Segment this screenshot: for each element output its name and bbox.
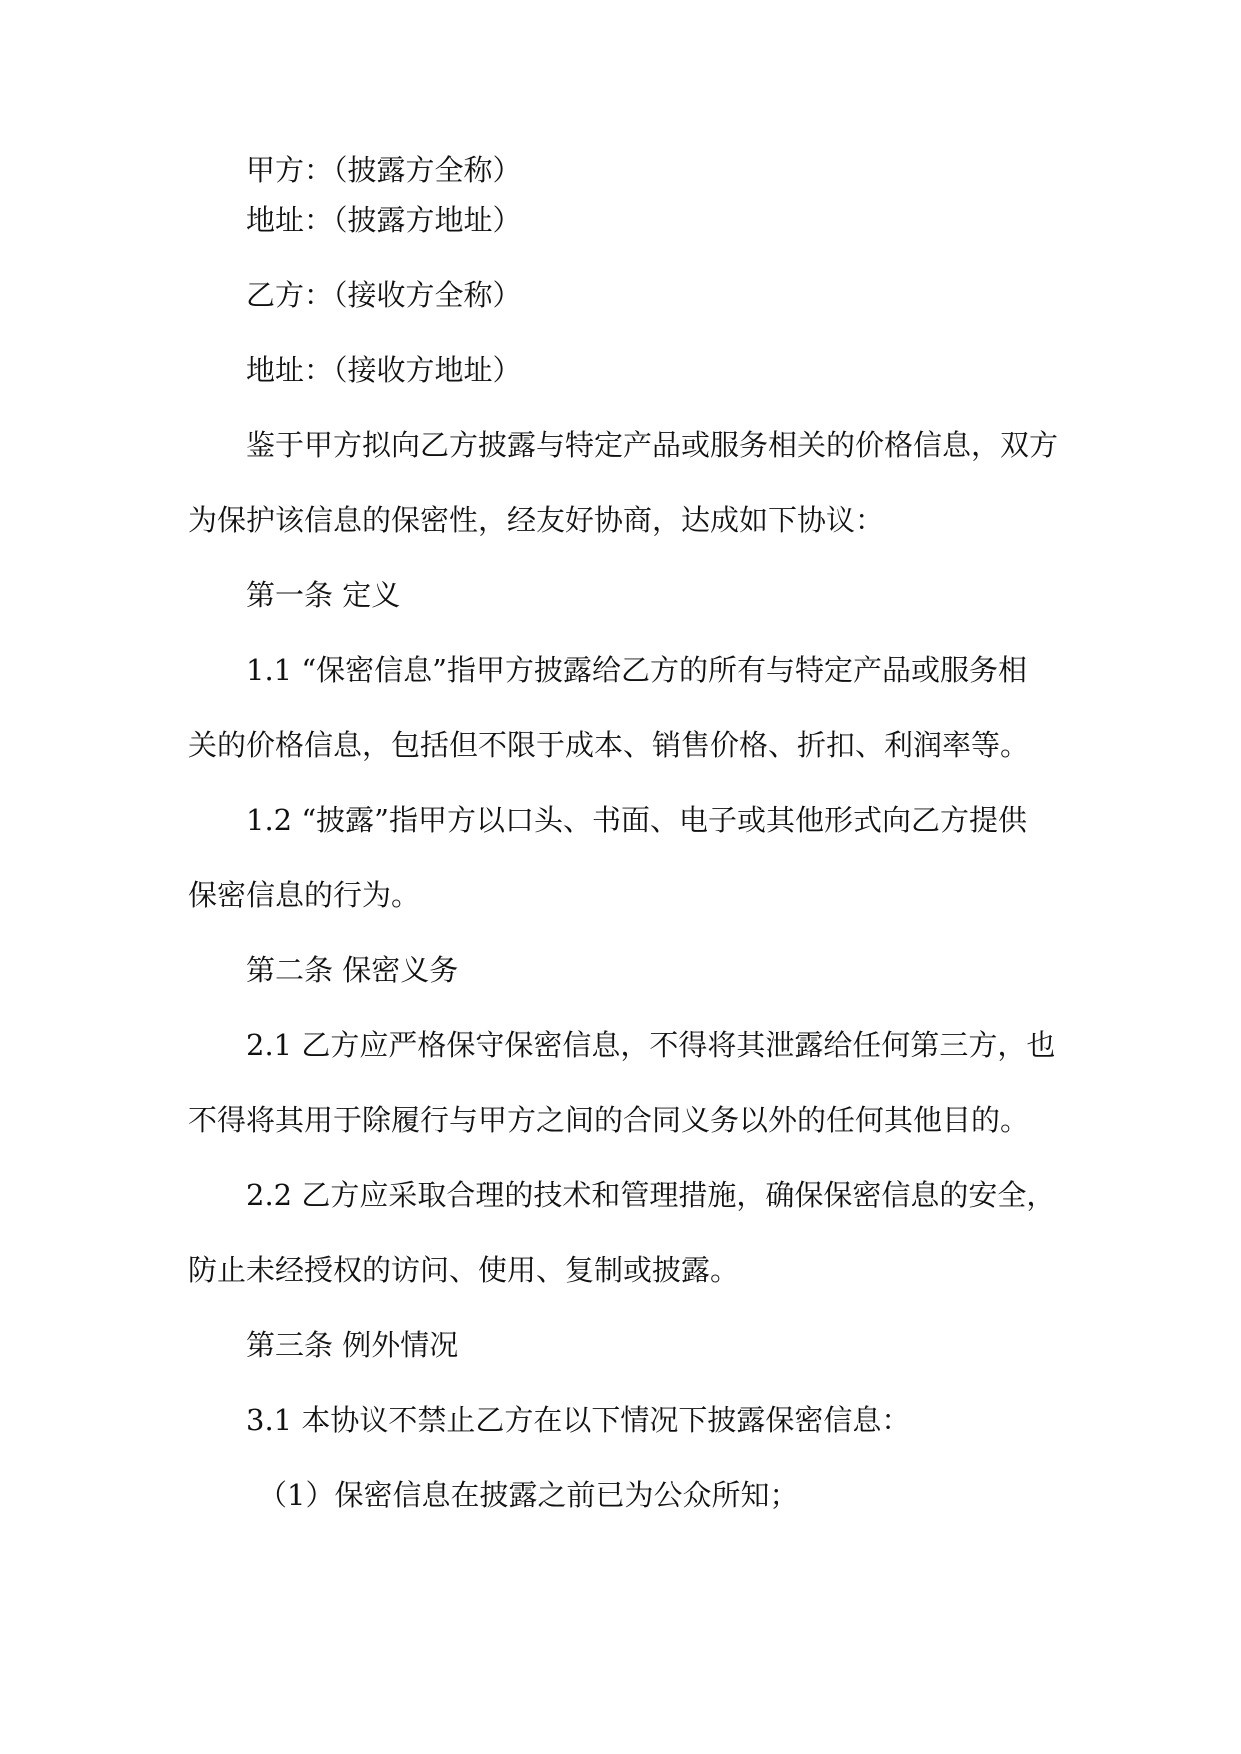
article-2-2-line-1: 2.2 乙方应采取合理的技术和管理措施，确保保密信息的安全， [246, 1178, 1056, 1212]
party-b-line [246, 275, 522, 315]
article-1-1-line-2: 关的价格信息，包括但不限于成本、销售价格、折扣、利润率等。 [188, 728, 1030, 762]
party-b-value: （接收方全称） [333, 278, 522, 312]
preamble-line-1: 鉴于甲方拟向乙方披露与特定产品或服务相关的价格信息，双方 [246, 428, 1059, 462]
article-1-2-line-2: 保密信息的行为。 [188, 878, 421, 912]
party-a-address-value: （披露方地址） [333, 203, 522, 237]
party-a-address-label: 地址： [246, 203, 334, 237]
party-a-address-line [246, 200, 522, 240]
party-b-address-label: 地址： [246, 353, 334, 387]
article-1-heading: 第一条 定义 [246, 578, 401, 612]
party-a-line [246, 150, 522, 190]
article-1-1-line-1: 1.1 “保密信息”指甲方披露给乙方的所有与特定产品或服务相 [246, 653, 1027, 687]
party-a-value: （披露方全称） [333, 153, 522, 187]
article-2-1-line-1: 2.1 乙方应严格保守保密信息，不得将其泄露给任何第三方，也 [246, 1028, 1056, 1062]
article-1-2-line-1: 1.2 “披露”指甲方以口头、书面、电子或其他形式向乙方提供 [246, 803, 1027, 837]
article-2-heading: 第二条 保密义务 [246, 953, 459, 987]
article-2-1-line-2: 不得将其用于除履行与甲方之间的合同义务以外的任何其他目的。 [188, 1103, 1030, 1137]
article-2-2-line-2: 防止未经授权的访问、使用、复制或披露。 [188, 1253, 740, 1287]
party-a-label: 甲方： [246, 153, 334, 187]
party-b-address-value: （接收方地址） [333, 353, 522, 387]
party-b-label: 乙方： [246, 278, 334, 312]
article-3-1-line: 3.1 本协议不禁止乙方在以下情况下披露保密信息： [246, 1403, 911, 1437]
article-3-1-item-1: （1）保密信息在披露之前已为公众所知； [258, 1478, 799, 1512]
preamble-line-2: 为保护该信息的保密性，经友好协商，达成如下协议： [188, 503, 885, 537]
party-b-address-line [246, 350, 522, 390]
article-3-heading: 第三条 例外情况 [246, 1328, 459, 1362]
